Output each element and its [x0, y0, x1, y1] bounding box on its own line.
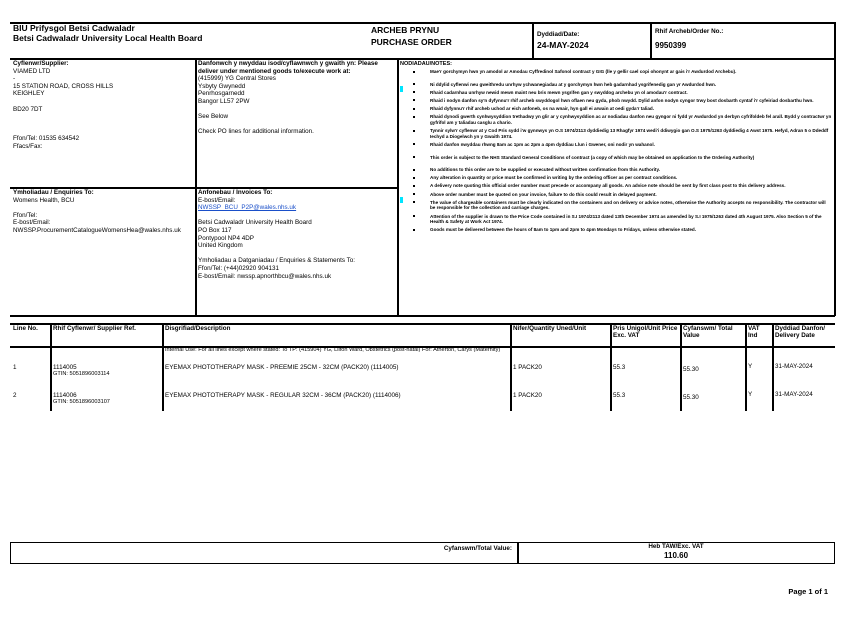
column-header: Disgrifiad/Description: [165, 325, 231, 332]
supplier-postcode: BD20 7DT: [13, 105, 43, 113]
note-item: No additions to this order are to be supplied or executed without written confirmation from this Authority.: [400, 167, 832, 173]
total-value-label: Cyfanswm/Total Value:: [443, 545, 512, 552]
cell-quantity: 1 PACK20: [513, 392, 542, 399]
invoices-label: Anfonebau / Invoices To:: [198, 189, 273, 196]
delivery-section: [198, 60, 394, 136]
supplier-address: 15 STATION ROAD, CROSS HILLS: [13, 82, 114, 90]
column-header: Pris Unigol/Unit Price Exc. VAT: [613, 325, 678, 340]
supplier-section: [13, 60, 193, 150]
delivery-line: (415999) YG Central Stores: [198, 75, 276, 83]
invoices-email-link[interactable]: NWSSP_BCU_P2P@wales.nhs.uk: [198, 204, 297, 212]
note-item: Rhaid dynodi gwerth cynhwysyddion trethadwy yn glir ar y cynhwysyddion ac ar nodiadau danfon neu gyngor ni fydd yr Awdurdod yn derbyn cyfrifoldeb fel arall. Bydd y contractwr yn gyfrifol am y taliadau casglu a chario.: [400, 114, 832, 125]
doc-title-english: PURCHASE ORDER: [371, 37, 452, 47]
column-header: Cyfanswm/ Total Value: [683, 325, 733, 340]
enquiries-email-label: E-bost/Email:: [13, 219, 51, 227]
statements-email: E-bost/Email: nwssp.apnorthbcu@wales.nhs.uk: [198, 272, 332, 280]
supplier-tel: Ffon/Tel: 01535 634542: [13, 135, 80, 143]
invoices-section: [198, 189, 396, 280]
enquiries-tel: Ffon/Tel:: [13, 211, 38, 219]
column-divider: [610, 323, 612, 411]
column-header: Rhif Cyflenwr/ Supplier Ref.: [53, 325, 136, 332]
marker: [400, 197, 403, 203]
note-item: Rhaid danfon nwyddau rhwng 8am ac 1pm ac 2pm a 4pm dyddiau Llun i Gwener, oni nodir yn wahanol.: [400, 142, 832, 148]
notes-label: NODIADAU/NOTES:: [400, 61, 452, 67]
supplier-line: -: [13, 75, 16, 83]
column-header: Dyddiad Danfon/ Delivery Date: [775, 325, 826, 340]
enquiries-email: NWSSP.ProcurementCatalogueWomensHea@wales.nhs.uk: [13, 226, 181, 234]
see-below: See Below: [198, 113, 229, 121]
notes-list: [400, 69, 832, 233]
page-number: Page 1 of 1: [788, 587, 828, 596]
cell-delivery-date: 31-MAY-2024: [775, 391, 813, 398]
supplier-fax: Ffacs/Fax:: [13, 142, 43, 150]
note-item: Rhaid i nodyn danfon sy'n dyfynnu'r rhif archeb swyddogol hwn oflaen neu gyda, phob nwydd. Dylid anfon nodyn cyngor trwy bost dosbarth cyntaf i'r cyfeiriad dosbarthu hwn.: [400, 98, 832, 104]
supplier-name: VIAMED LTD: [13, 67, 51, 75]
note-item: Above order number must be quoted on your invoice, failure to do this could result in delayed payment.: [400, 192, 832, 198]
note-item: Any alteration in quantity or price must be confirmed in writing by the ordering officer as per contract conditions.: [400, 175, 832, 181]
statements-tel: Ffon/Tel: (+44)02920 904131: [198, 264, 280, 272]
cell-gtin: GTIN: 5051896003107: [53, 399, 110, 405]
column-divider: [162, 323, 164, 411]
marker: [400, 86, 403, 92]
supplier-town: KEIGHLEY: [13, 90, 45, 98]
note-item: Rhaid cadarnhau unrhyw newid mewn maint neu bris mewn ysgrifen gan y swyddog archebu yn ol amodau'r contract.: [400, 90, 832, 96]
exc-vat-label: Heb TAW/Exc. VAT: [648, 543, 704, 550]
cell-total: 55.30: [683, 394, 699, 401]
note-item: Mae'r gorchymyn hwn yn amodol ar Amodau Cyffredinol Safonol contract y GIG (lle y gellir cael copi ohonynt ar gais i'r Awdurdod Archebu).: [400, 69, 832, 75]
cell-gtin: GTIN: 5051896003114: [53, 371, 110, 377]
note-item: Goods must be delivered between the hours of 8am to 1pm and 2pm to 4pm Mondays to Fridays, unless otherwise stated.: [400, 227, 832, 233]
enquiries-name: Womens Health, BCU: [13, 196, 75, 204]
invoices-address-line: Pontypool NP4 4DP: [198, 234, 255, 242]
doc-title-welsh: ARCHEB PRYNU: [371, 25, 440, 35]
column-divider: [50, 323, 52, 411]
invoices-address-line: Betsi Cadwaladr University Health Board: [198, 219, 312, 227]
cell-ref: 1114005: [53, 364, 77, 371]
invoices-address-line: United Kingdom: [198, 242, 243, 250]
column-header: Nifer/Quantity Uned/Unit: [513, 325, 587, 332]
date-label: Dyddiad/Date:: [537, 31, 580, 38]
order-no-label: Rhif Archeb/Order No.:: [655, 28, 724, 35]
note-item: Ni ddylid cyflenwi neu gweithredu unrhyw ychwanegiadau at y gorchymyn hwn heb gadarnhad ysgrifenedig gan yr Awdurdod hwn.: [400, 82, 832, 88]
note-item: A delivery note quoting this official order number must precede or accompany all goods. An advice note should be sent by first class post to this delivery address.: [400, 183, 832, 189]
cell-line: 2: [13, 392, 17, 399]
org-name-welsh: BIU Prifysgol Betsi Cadwaladr: [13, 23, 135, 33]
date-value: 24-MAY-2024: [537, 40, 589, 50]
order-no-value: 9950399: [655, 41, 687, 50]
delivery-line: Penrhosgarnedd: [198, 90, 245, 98]
column-header: Line No.: [13, 325, 38, 332]
cell-unit-price: 55.3: [613, 392, 626, 399]
total-value: 110.60: [663, 551, 689, 560]
cell-unit-price: 55.3: [613, 364, 626, 371]
cell-line: 1: [13, 364, 17, 371]
cell-quantity: 1 PACK20: [513, 364, 542, 371]
note-item: The value of chargeable containers must be clearly indicated on the containers and on delivery or advice notes, otherwise the Authority accepts no responsibility. The contractor will be responsible for the collection and carriage charges.: [400, 200, 832, 211]
cell-delivery-date: 31-MAY-2024: [775, 363, 813, 370]
column-divider: [772, 323, 774, 411]
note-item: Rhaid dyfynnu'r rhif archeb uchod ar eich anfoneb, os na wnair, hyn gall ei arwain at oedi gyda'r taliad.: [400, 106, 832, 112]
statements-label: Ymholiadau a Datganiadau / Enquiries & Statements To:: [198, 257, 356, 265]
invoices-email-label: E-bost/Email:: [198, 196, 236, 204]
notes-section: [400, 61, 832, 236]
column-header: VAT Ind: [748, 325, 760, 340]
cell-vat: Y: [748, 363, 753, 370]
cell-vat: Y: [748, 391, 753, 398]
column-divider: [680, 323, 682, 411]
enquiries-section: [13, 189, 193, 235]
cell-description: EYEMAX PHOTOTHERAPY MASK - PREEMIE 25CM - 32CM (PACK20) (1114005): [165, 364, 399, 371]
invoices-address-line: PO Box 117: [198, 226, 232, 234]
cell-total: 55.30: [683, 366, 699, 373]
check-po-lines: Check PO lines for additional information.: [198, 128, 314, 136]
cell-ref: 1114006: [53, 392, 77, 399]
note-item: This order is subject to the NHS Standard General Conditions of contract (a copy of which may be obtained on application to the Ordering Authority): [400, 155, 832, 161]
supplier-label: Cyflenwr/Supplier:: [13, 60, 69, 67]
note-item: Tynnir sylw'r cyflenwr at y Cod Pris sydd i'w gynnwys yn O.S 1974/2113 dyddiedig 13 Rhagfyr 1974 wedi'i ddiwygio gan O.S 1975/1263 dyddiedig 4 Awst 1975. Hefyd, Adran 5 o Ddeddf Iechyd a Diogelwch yn y Gwaith 1974.: [400, 128, 832, 139]
internal-use-note: Internal Use: For all lines except where stated: To TP: (415904) YG, Llifon Ward, Obstetrics (post-natal) For: Atherton, Carys (Maternity): [165, 347, 501, 353]
column-divider: [510, 323, 512, 411]
delivery-label: Danfonwch y nwyddau isod/cyflawnwch y gwaith yn: Please deliver under mentioned goods to/execute work at:: [198, 60, 378, 75]
note-item: Attention of the supplier is drawn to the Price Code contained in S.I 1974/2113 dated 13th December 1974 as amended by S.I 1975/1263 dated 4th August 1975. Also Section 5 of the Health & Safety at Work Act 1974.: [400, 214, 832, 225]
enquiries-label: Ymholiadau / Enquiries To:: [13, 189, 94, 196]
delivery-line: Bangor LL57 2PW: [198, 97, 250, 105]
org-name-english: Betsi Cadwaladr University Local Health Board: [13, 33, 203, 43]
column-divider: [745, 323, 747, 411]
cell-description: EYEMAX PHOTOTHERAPY MASK - REGULAR 32CM - 36CM (PACK20) (1114006): [165, 392, 401, 399]
delivery-line: Ysbyty Gwynedd: [198, 82, 246, 90]
